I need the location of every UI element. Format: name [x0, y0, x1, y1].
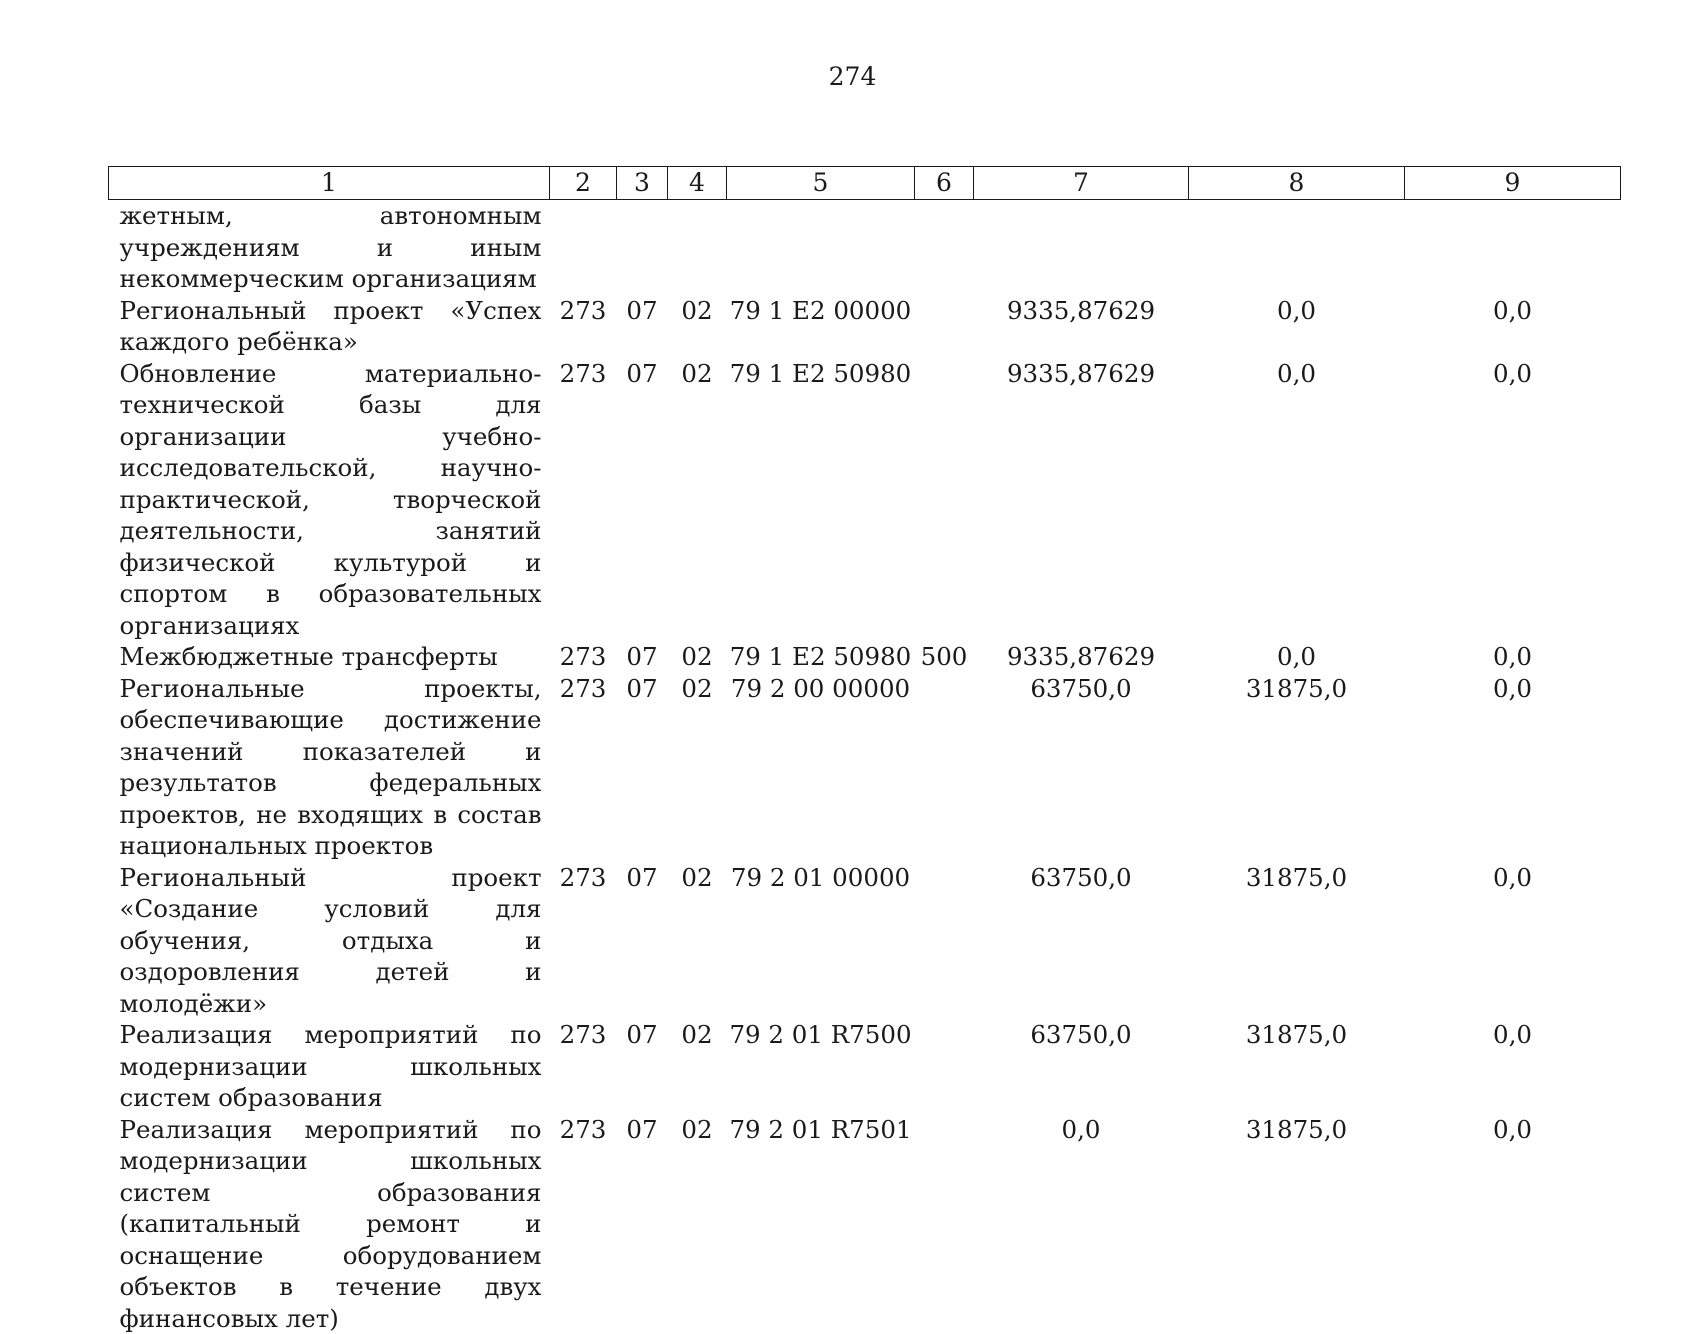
target-article-cell: 79 2 01 R7501: [727, 1114, 915, 1334]
table-row: [109, 200, 1621, 295]
row-name-cell: жетным, автономным учреждениям и иным некоммерческим организациям: [109, 200, 550, 295]
row-name-cell: Региональный проект «Создание условий для обучения, отдыха и оздоровления детей и молодёжи»: [109, 862, 550, 1020]
section-cell: 07: [617, 358, 668, 642]
expense-type-cell: [915, 358, 974, 642]
table-row: [109, 1114, 1621, 1334]
subsection-cell: 02: [668, 1114, 727, 1334]
header-cell-4: 4: [668, 167, 727, 200]
amount-col8-cell: 31875,0: [1189, 1019, 1405, 1114]
amount-col9-cell: [1405, 200, 1621, 295]
amount-col9-cell: 0,0: [1405, 673, 1621, 862]
amount-col7-cell: 63750,0: [974, 862, 1189, 1020]
row-name-cell: Реализация мероприятий по модернизации школьных систем образования (капитальный ремонт и оснащение оборудованием объектов в течение двух финансовых лет): [109, 1114, 550, 1334]
amount-col8-cell: 31875,0: [1189, 673, 1405, 862]
header-cell-7: 7: [974, 167, 1189, 200]
table-row: [109, 641, 1621, 673]
amount-col7-cell: 63750,0: [974, 673, 1189, 862]
table-row: [109, 673, 1621, 862]
amount-col9-cell: 0,0: [1405, 295, 1621, 358]
amount-col7-cell: [974, 200, 1189, 295]
section-cell: 07: [617, 295, 668, 358]
header-cell-5: 5: [727, 167, 915, 200]
table-row: [109, 295, 1621, 358]
subsection-cell: 02: [668, 673, 727, 862]
table-row: [109, 1019, 1621, 1114]
target-article-cell: 79 2 01 R7500: [727, 1019, 915, 1114]
expense-type-cell: 500: [915, 641, 974, 673]
amount-col8-cell: 0,0: [1189, 358, 1405, 642]
admin-code-cell: 273: [550, 673, 617, 862]
expense-type-cell: [915, 862, 974, 1020]
subsection-cell: 02: [668, 295, 727, 358]
row-name-cell: Региональный проект «Успех каждого ребёнка»: [109, 295, 550, 358]
amount-col7-cell: 63750,0: [974, 1019, 1189, 1114]
budget-table: [108, 166, 1621, 1334]
target-article-cell: 79 1 E2 00000: [727, 295, 915, 358]
amount-col9-cell: 0,0: [1405, 641, 1621, 673]
expense-type-cell: [915, 295, 974, 358]
amount-col7-cell: 9335,87629: [974, 358, 1189, 642]
target-article-cell: [727, 200, 915, 295]
amount-col8-cell: [1189, 200, 1405, 295]
section-cell: 07: [617, 1114, 668, 1334]
amount-col9-cell: 0,0: [1405, 862, 1621, 1020]
admin-code-cell: 273: [550, 862, 617, 1020]
table-header: [109, 167, 1621, 200]
subsection-cell: 02: [668, 641, 727, 673]
header-cell-8: 8: [1189, 167, 1405, 200]
target-article-cell: 79 2 00 00000: [727, 673, 915, 862]
table-body: [109, 200, 1621, 1334]
subsection-cell: 02: [668, 862, 727, 1020]
table-row: [109, 862, 1621, 1020]
amount-col8-cell: 31875,0: [1189, 1114, 1405, 1334]
expense-type-cell: [915, 1114, 974, 1334]
amount-col9-cell: 0,0: [1405, 358, 1621, 642]
admin-code-cell: 273: [550, 295, 617, 358]
target-article-cell: 79 2 01 00000: [727, 862, 915, 1020]
amount-col8-cell: 0,0: [1189, 295, 1405, 358]
expense-type-cell: [915, 673, 974, 862]
admin-code-cell: 273: [550, 641, 617, 673]
section-cell: 07: [617, 641, 668, 673]
subsection-cell: 02: [668, 358, 727, 642]
header-cell-2: 2: [550, 167, 617, 200]
page-number: 274: [0, 62, 1705, 91]
amount-col7-cell: 9335,87629: [974, 641, 1189, 673]
target-article-cell: 79 1 E2 50980: [727, 358, 915, 642]
section-cell: 07: [617, 673, 668, 862]
section-cell: [617, 200, 668, 295]
admin-code-cell: [550, 200, 617, 295]
amount-col7-cell: 0,0: [974, 1114, 1189, 1334]
header-cell-6: 6: [915, 167, 974, 200]
expense-type-cell: [915, 1019, 974, 1114]
section-cell: 07: [617, 1019, 668, 1114]
row-name-cell: Обновление материально-технической базы для организации учебно-исследовательской, научно-практической, творческой деятельности, занятий физической культурой и спортом в образовательных организациях: [109, 358, 550, 642]
subsection-cell: [668, 200, 727, 295]
header-cell-9: 9: [1405, 167, 1621, 200]
amount-col8-cell: 0,0: [1189, 641, 1405, 673]
section-cell: 07: [617, 862, 668, 1020]
amount-col8-cell: 31875,0: [1189, 862, 1405, 1020]
header-row: [109, 167, 1621, 200]
admin-code-cell: 273: [550, 1019, 617, 1114]
row-name-cell: Региональные проекты, обеспечивающие достижение значений показателей и результатов федеральных проектов, не входящих в состав национальных проектов: [109, 673, 550, 862]
target-article-cell: 79 1 E2 50980: [727, 641, 915, 673]
amount-col7-cell: 9335,87629: [974, 295, 1189, 358]
expense-type-cell: [915, 200, 974, 295]
admin-code-cell: 273: [550, 358, 617, 642]
subsection-cell: 02: [668, 1019, 727, 1114]
amount-col9-cell: 0,0: [1405, 1019, 1621, 1114]
table-row: [109, 358, 1621, 642]
row-name-cell: Межбюджетные трансферты: [109, 641, 550, 673]
header-cell-1: 1: [109, 167, 550, 200]
row-name-cell: Реализация мероприятий по модернизации школьных систем образования: [109, 1019, 550, 1114]
admin-code-cell: 273: [550, 1114, 617, 1334]
header-cell-3: 3: [617, 167, 668, 200]
amount-col9-cell: 0,0: [1405, 1114, 1621, 1334]
